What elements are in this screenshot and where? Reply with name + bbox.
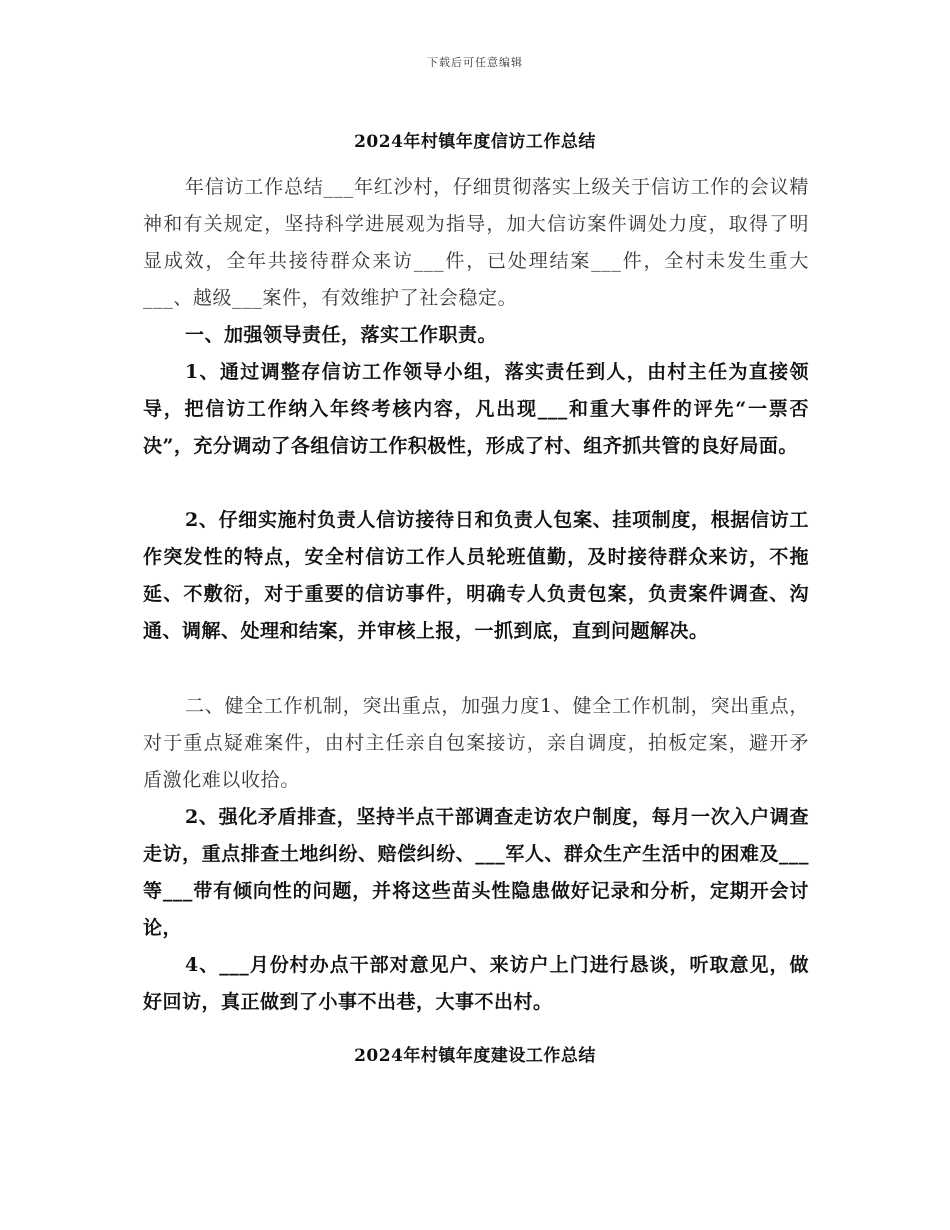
document-title: 2024年村镇年度信访工作总结 [354,132,596,152]
next-document-title: 2024年村镇年度建设工作总结 [354,1046,596,1066]
section-one-item-2: 2、仔细实施村负责人信访接待日和负责人包案、挂项制度，根据信访工作突发性的特点，安全村信访工作人员轮班值勤，及时接待群众来访，不拖延、不敷衍，对于重要的信访事件，明确专人负责包案，负责案件调查、沟通、调解、处理和结案，并审核上报，一抓到底，直到问题解决。 [143,509,809,642]
header-note: 下载后可任意编辑 [427,56,523,69]
section-two-item-2: 2、强化矛盾排查，坚持半点干部调查走访农户制度，每月一次入户调查走访，重点排查土地纠纷、赔偿纠纷、___军人、群众生产生活中的困难及___等___带有倾向性的问题，并将这些苗头性隐患做好记录和分析，定期开会讨论， [143,806,809,939]
section-two-paragraph: 二、健全工作机制，突出重点，加强力度1、健全工作机制，突出重点，对于重点疑难案件，由村主任亲自包案接访，亲自调度，拍板定案，避开矛盾激化难以收拾。 [143,695,809,791]
section-one-item-1: 1、通过调整存信访工作领导小组，落实责任到人，由村主任为直接领导，把信访工作纳入年终考核内容，凡出现___和重大事件的评先“一票否决”，充分调动了各组信访工作积极性，形成了村、组齐抓共管的良好局面。 [143,361,809,457]
intro-paragraph: 年信访工作总结___年红沙村，仔细贯彻落实上级关于信访工作的会议精神和有关规定，坚持科学进展观为指导，加大信访案件调处力度，取得了明显成效，全年共接待群众来访___件，已处理结案___件，全村未发生重大___、越级___案件，有效维护了社会稳定。 [143,176,809,309]
section-two-item-4: 4、___月份村办点干部对意见户、来访户上门进行恳谈，听取意见，做好回访，真正做到了小事不出巷，大事不出村。 [143,954,809,1013]
section-one-heading: 一、加强领导责任，落实工作职责。 [185,324,498,346]
